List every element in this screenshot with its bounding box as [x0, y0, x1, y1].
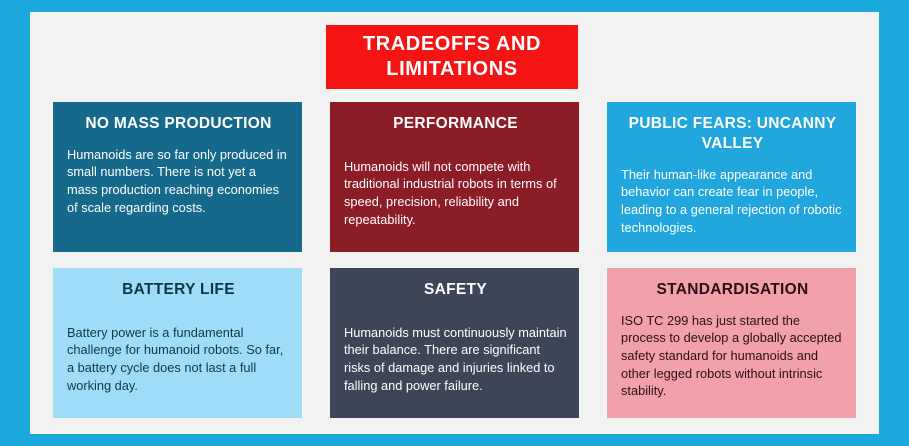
card-body: Humanoids are so far only produced in small numbers. There is not yet a mass production reaching economies of scale regarding costs. [67, 146, 287, 215]
slide-canvas [30, 12, 879, 434]
card-body: Their human-like appearance and behavior can create fear in people, leading to a general rejection of robotic technologies. [621, 166, 842, 235]
card-title: STANDARDISATION [656, 281, 809, 298]
card-no-mass-production [53, 102, 302, 252]
card-title: NO MASS PRODUCTION [85, 115, 272, 132]
card-body: Humanoids must continuously maintain their balance. There are significant risks of damage and injuries linked to falling and power failure. [344, 324, 567, 393]
card-title: SAFETY [424, 281, 487, 298]
card-safety [330, 268, 579, 418]
card-public-fears-uncanny-valley [607, 102, 856, 252]
card-standardisation [607, 268, 856, 418]
card-title: BATTERY LIFE [122, 281, 235, 298]
card-body: ISO TC 299 has just started the process to develop a globally accepted safety standard for humanoids and other legged robots without intrinsic stability. [621, 312, 842, 399]
slide-title: TRADEOFFS AND LIMITATIONS [326, 25, 578, 89]
card-body: Humanoids will not compete with traditional industrial robots in terms of speed, precision, reliability and repeatability. [344, 158, 557, 227]
card-battery-life [53, 268, 302, 418]
card-title: PUBLIC FEARS: UNCANNY VALLEY [628, 115, 837, 152]
card-performance [330, 102, 579, 252]
card-title: PERFORMANCE [393, 115, 518, 132]
cards-grid [53, 102, 856, 418]
card-body: Battery power is a fundamental challenge for humanoid robots. So far, a battery cycle does not last a full working day. [67, 324, 284, 393]
